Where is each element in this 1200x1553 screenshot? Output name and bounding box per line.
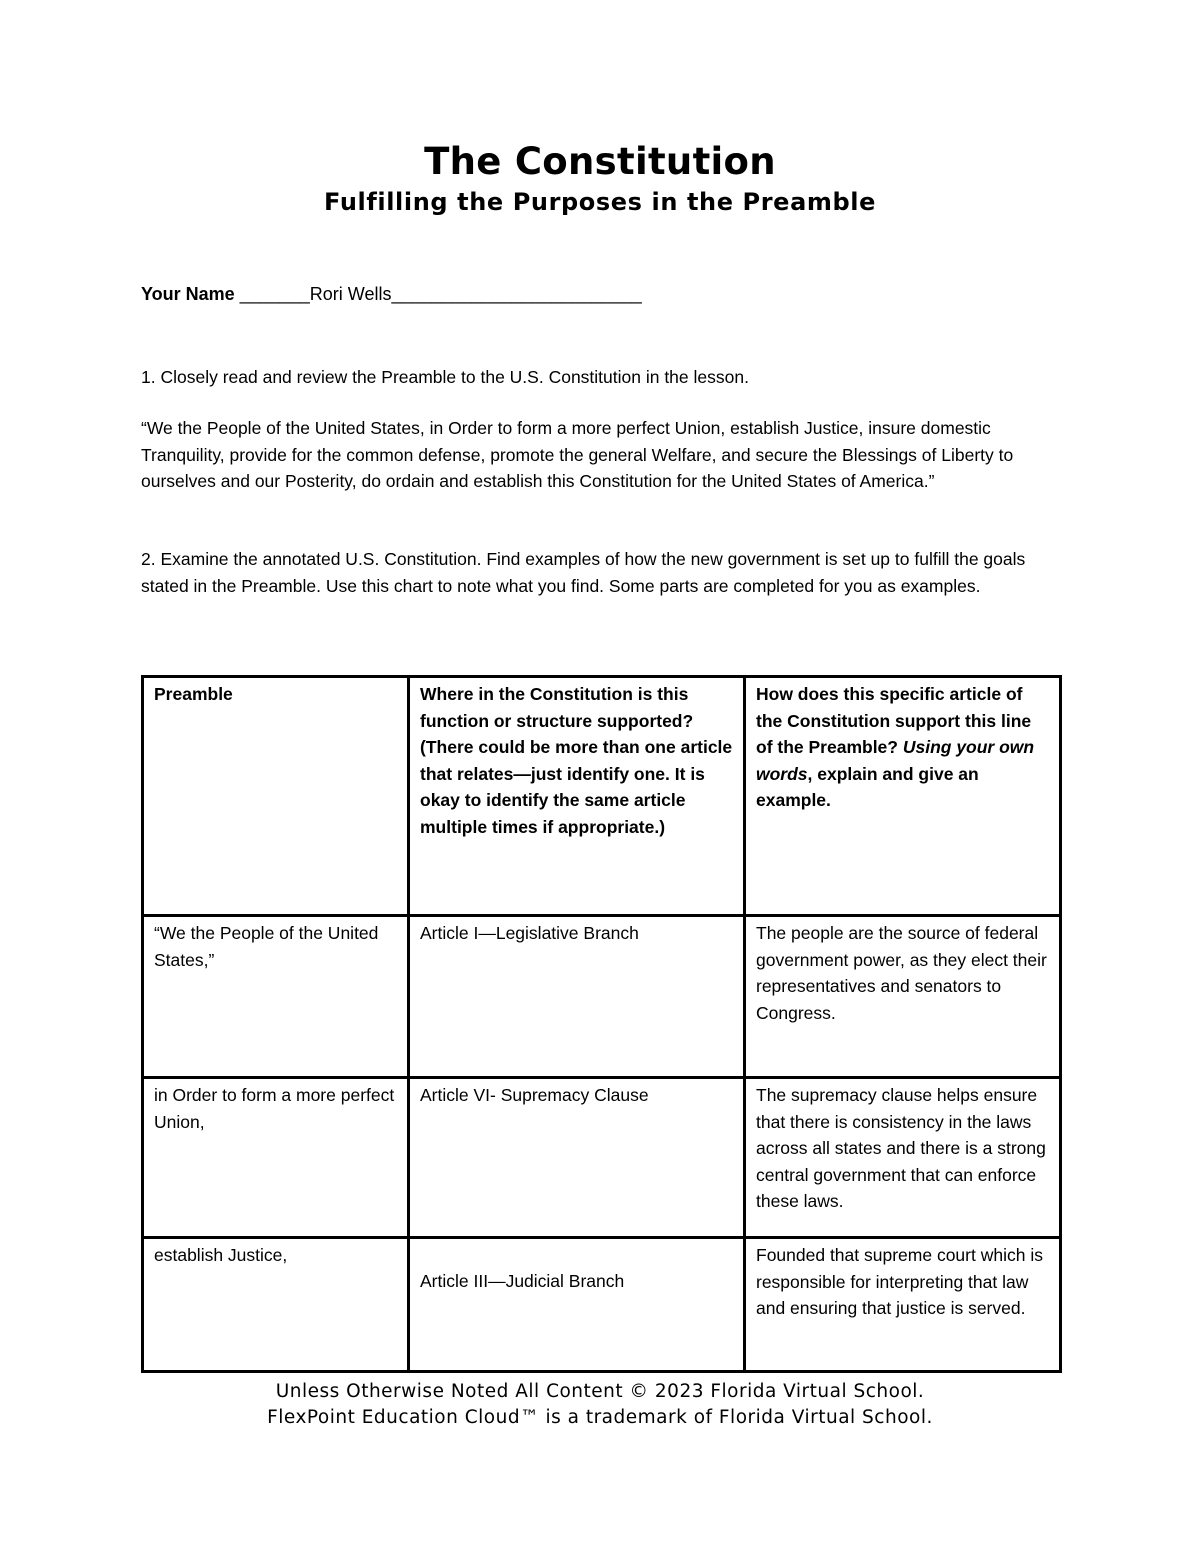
header-where-in-constitution: Where in the Constitution is this function or structure supported? (There could be more than one article that relates—just identify one. It is okay to identify the same article multiple times if appropriate.) — [409, 677, 745, 916]
page-subtitle: Fulfilling the Purposes in the Preamble — [324, 188, 876, 216]
cell-article: Article VI- Supremacy Clause — [409, 1078, 745, 1238]
cell-article — [409, 1238, 745, 1372]
header-how-text-after: , explain and give an example. — [756, 763, 979, 810]
question-1: 1. Closely read and review the Preamble to the U.S. Constitution in the lesson. — [141, 367, 749, 387]
cell-spacer — [420, 1242, 733, 1268]
header-how-text-italic: Using your own words — [756, 737, 1035, 784]
name-line — [141, 284, 642, 305]
header-how-article-supports — [745, 677, 1061, 916]
table-header-row — [143, 677, 1061, 916]
table-row — [143, 916, 1061, 1078]
cell-preamble: “We the People of the United States,” — [143, 916, 409, 1078]
table-row — [143, 1078, 1061, 1238]
name-value: _______Rori Wells_________________________ — [234, 284, 642, 304]
cell-article-text: Article III—Judicial Branch — [420, 1271, 625, 1291]
header-preamble: Preamble — [143, 677, 409, 916]
cell-article: Article I—Legislative Branch — [409, 916, 745, 1078]
name-label: Your Name — [141, 284, 235, 304]
cell-explanation: Founded that supreme court which is responsible for interpreting that law and ensuring that justice is served. — [745, 1238, 1061, 1372]
cell-preamble: establish Justice, — [143, 1238, 409, 1372]
footer-trademark: FlexPoint Education Cloud™ is a trademark of Florida Virtual School. — [267, 1407, 933, 1428]
cell-preamble: in Order to form a more perfect Union, — [143, 1078, 409, 1238]
preamble-chart — [141, 675, 1062, 1373]
page-title: The Constitution — [424, 140, 776, 183]
question-2: 2. Examine the annotated U.S. Constitution. Find examples of how the new government is set up to fulfill the goals stated in the Preamble. Use this chart to note what you find. Some parts are completed for you as examples. — [141, 549, 1026, 596]
footer — [0, 1379, 1200, 1431]
header-how-text-before: How does this specific article of the Constitution support this line of the Preamble? — [756, 684, 1032, 757]
footer-copyright: Unless Otherwise Noted All Content © 2023 Florida Virtual School. — [275, 1381, 925, 1402]
table-row — [143, 1238, 1061, 1372]
cell-explanation: The people are the source of federal government power, as they elect their representatives and senators to Congress. — [745, 916, 1061, 1078]
cell-explanation: The supremacy clause helps ensure that there is consistency in the laws across all states and there is a strong central government that can enforce these laws. — [745, 1078, 1061, 1238]
preamble-quote: “We the People of the United States, in Order to form a more perfect Union, establish Justice, insure domestic Tranquility, provide for the common defense, promote the general Welfare, and secure the Blessings of Liberty to ourselves and our Posterity, do ordain and establish this Constitution for the United States of America.” — [141, 418, 1014, 491]
